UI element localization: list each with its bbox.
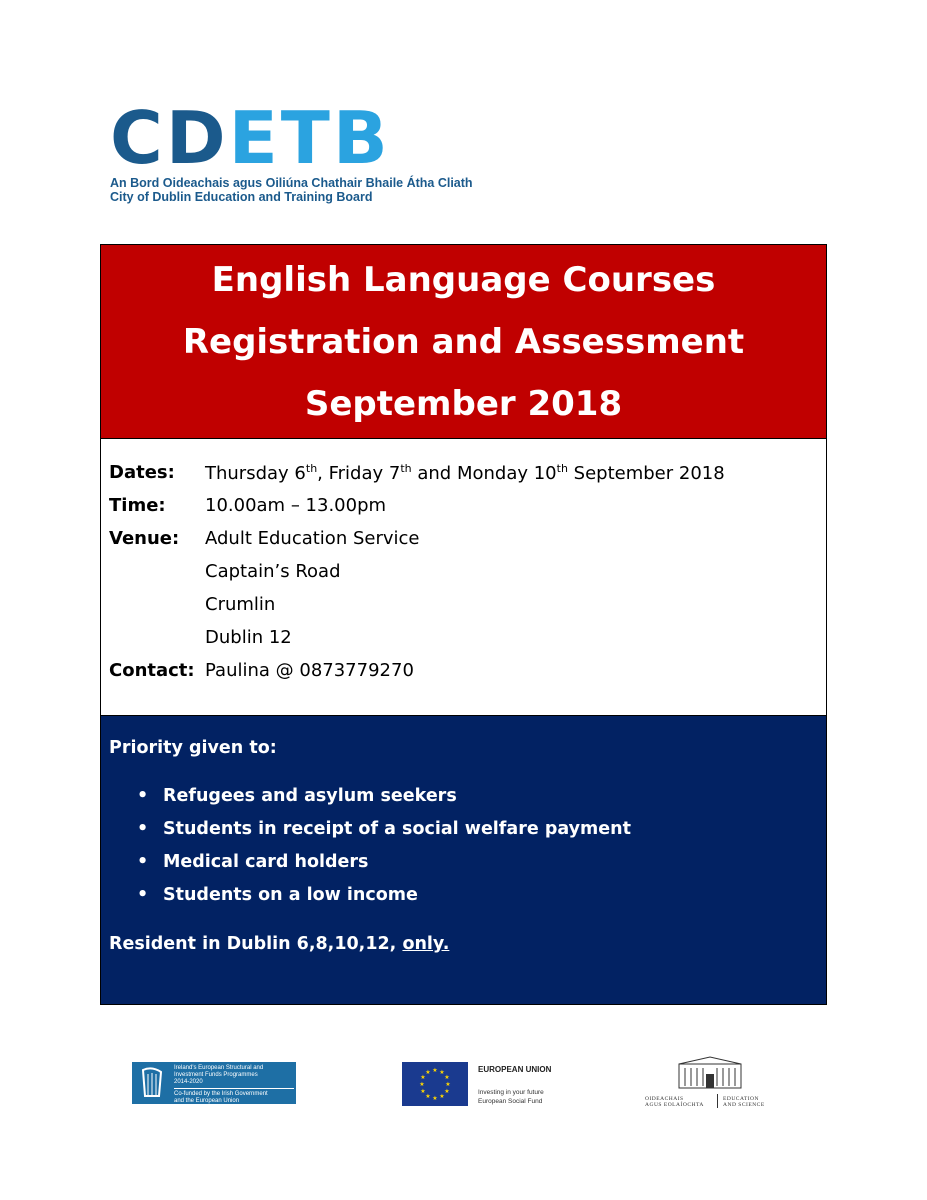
venue-row-3 <box>101 588 826 621</box>
svg-text:★: ★ <box>432 1095 438 1102</box>
dates-label: Dates: <box>109 462 175 483</box>
svg-text:★: ★ <box>419 1081 425 1088</box>
svg-text:★: ★ <box>439 1069 445 1076</box>
dates-row <box>101 456 826 489</box>
contact-row <box>101 654 826 687</box>
venue-line: Captain’s Road <box>205 561 341 582</box>
eu-subtitle: Investing in your future European Social Fund <box>478 1089 544 1105</box>
title-line-3: September 2018 <box>304 383 623 424</box>
dept-irish-name: OIDEACHAIS AGUS EOLAÍOCHTA <box>645 1096 704 1108</box>
list-item: • Students in receipt of a social welfare payment <box>137 819 631 839</box>
time-label: Time: <box>109 495 166 516</box>
details-section <box>101 439 826 716</box>
contact-value: Paulina @ 0873779270 <box>205 660 414 681</box>
only-emphasis: only. <box>402 934 450 954</box>
venue-row-4 <box>101 621 826 654</box>
dept-education-logo <box>645 1056 790 1110</box>
venue-line: Adult Education Service <box>205 528 420 549</box>
svg-text:★: ★ <box>444 1088 450 1095</box>
logo-wordmark: CDETB <box>110 96 391 180</box>
svg-text:★: ★ <box>420 1088 426 1095</box>
svg-text:★: ★ <box>420 1074 426 1081</box>
title-line-2: Registration and Assessment <box>182 321 745 362</box>
header-banner <box>101 245 826 439</box>
resident-note: Resident in Dublin 6,8,10,12, only. <box>109 934 450 954</box>
venue-row-2 <box>101 555 826 588</box>
svg-text:★: ★ <box>444 1074 450 1081</box>
harp-icon <box>132 1062 172 1104</box>
venue-line: Crumlin <box>205 594 276 615</box>
logo-english-name: City of Dublin Education and Training Board <box>110 190 373 204</box>
time-row <box>101 489 826 522</box>
dates-value: Thursday 6th, Friday 7th and Monday 10th September 2018 <box>205 461 725 484</box>
list-item: • Refugees and asylum seekers <box>137 786 457 806</box>
contact-label: Contact: <box>109 660 195 681</box>
svg-text:★: ★ <box>445 1081 451 1088</box>
priority-heading: Priority given to: <box>109 738 277 758</box>
priority-list <box>109 780 826 912</box>
esif-logo: Ireland's European Structural and Investment Funds Programmes 2014-2020 Co-funded by the Irish Government and the European Union <box>132 1062 296 1104</box>
poster-box <box>100 244 827 1005</box>
svg-text:★: ★ <box>432 1067 438 1074</box>
svg-text:★: ★ <box>425 1093 431 1100</box>
building-icon <box>677 1056 743 1094</box>
venue-label: Venue: <box>109 528 180 549</box>
title-line-1: English Language Courses <box>211 259 716 300</box>
venue-line: Dublin 12 <box>205 627 292 648</box>
list-item: • Medical card holders <box>137 852 369 872</box>
cdetb-logo <box>110 96 510 204</box>
venue-row <box>101 522 826 555</box>
list-item: • Students on a low income <box>137 885 418 905</box>
eu-flag-icon <box>402 1062 468 1106</box>
eu-logo <box>402 1062 562 1106</box>
priority-section <box>101 716 826 1004</box>
svg-text:★: ★ <box>425 1069 431 1076</box>
dept-english-name: EDUCATION AND SCIENCE <box>723 1096 765 1108</box>
svg-text:★: ★ <box>439 1093 445 1100</box>
time-value: 10.00am – 13.00pm <box>205 495 387 516</box>
logo-irish-name: An Bord Oideachais agus Oiliúna Chathair Bhaile Átha Cliath <box>110 176 473 190</box>
eu-title: EUROPEAN UNION <box>478 1065 552 1074</box>
